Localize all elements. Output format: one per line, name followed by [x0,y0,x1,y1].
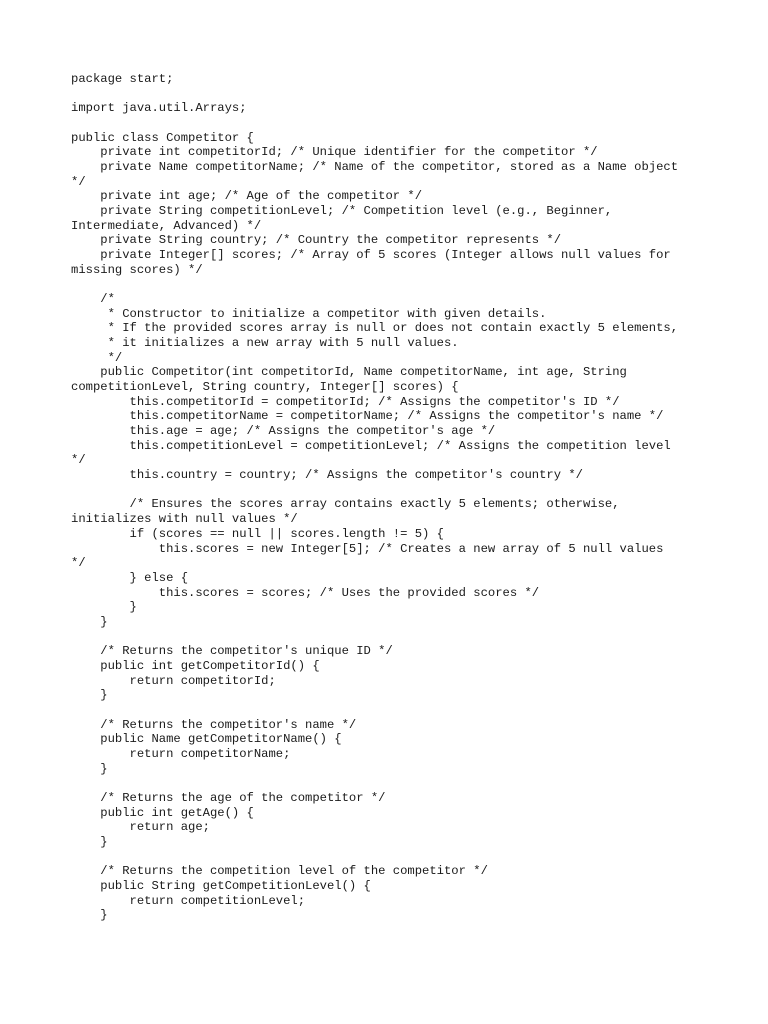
code-line: if (scores == null || scores.length != 5) { [71,526,444,541]
code-line: private String competitionLevel; /* Competition level (e.g., Beginner, [71,204,613,219]
code-line: public int getAge() { [71,805,254,820]
code-line [71,483,711,498]
code-line: * If the provided scores array is null or does not contain exactly 5 elements, [71,321,679,336]
code-line: missing scores) */ [71,262,203,277]
code-line: } [71,688,108,703]
code-line: Intermediate, Advanced) */ [71,218,262,233]
code-line: /* Returns the competitor's unique ID */ [71,644,393,659]
code-line [71,116,711,131]
code-line: /* Returns the competition level of the competitor */ [71,864,488,879]
code-line: initializes with null values */ [71,512,298,527]
code-line: private Name competitorName; /* Name of the competitor, stored as a Name object [71,160,679,175]
code-line [71,776,711,791]
code-line: /* [71,292,115,307]
code-line [71,630,711,645]
code-line: this.scores = new Integer[5]; /* Creates a new array of 5 null values [71,541,664,556]
code-line: public Competitor(int competitorId, Name competitorName, int age, String [71,365,627,380]
code-line: } [71,614,108,629]
code-line: public int getCompetitorId() { [71,658,320,673]
code-line: competitionLevel, String country, Integer[] scores) { [71,380,459,395]
code-line: return age; [71,820,210,835]
code-line: */ [71,174,86,189]
code-line: private int age; /* Age of the competitor */ [71,189,423,204]
code-line: this.competitorName = competitorName; /* Assigns the competitor's name */ [71,409,664,424]
code-listing [71,72,711,923]
code-line: public Name getCompetitorName() { [71,732,342,747]
code-line: this.age = age; /* Assigns the competitor's age */ [71,424,496,439]
code-line: this.scores = scores; /* Uses the provided scores */ [71,585,540,600]
code-line: return competitionLevel; [71,893,306,908]
code-line: */ [71,453,86,468]
code-line: * Constructor to initialize a competitor with given details. [71,306,547,321]
code-line [71,277,711,292]
code-line: package start; [71,72,174,86]
code-line: } else { [71,570,189,585]
code-line: return competitorId; [71,673,276,688]
code-line: } [71,834,108,849]
code-line: /* Returns the age of the competitor */ [71,790,386,805]
code-line: public class Competitor { [71,130,254,145]
code-line: return competitorName; [71,746,291,761]
code-line [71,850,711,865]
code-line: private Integer[] scores; /* Array of 5 scores (Integer allows null values for [71,248,671,263]
code-line: public String getCompetitionLevel() { [71,878,371,893]
code-line [71,703,711,718]
code-line: import java.util.Arrays; [71,101,247,116]
code-line: this.competitorId = competitorId; /* Assigns the competitor's ID */ [71,394,620,409]
code-line: } [71,600,137,615]
code-line: } [71,761,108,776]
code-line: private String country; /* Country the competitor represents */ [71,233,562,248]
code-line: /* Ensures the scores array contains exactly 5 elements; otherwise, [71,497,620,512]
code-line: */ [71,350,123,365]
code-line: /* Returns the competitor's name */ [71,717,357,732]
code-line [71,87,711,102]
code-line: private int competitorId; /* Unique identifier for the competitor */ [71,145,598,160]
code-line: */ [71,556,86,571]
code-line: this.country = country; /* Assigns the competitor's country */ [71,468,583,483]
code-line: * it initializes a new array with 5 null values. [71,336,459,351]
code-line: this.competitionLevel = competitionLevel; /* Assigns the competition level [71,438,671,453]
code-line: } [71,908,108,923]
